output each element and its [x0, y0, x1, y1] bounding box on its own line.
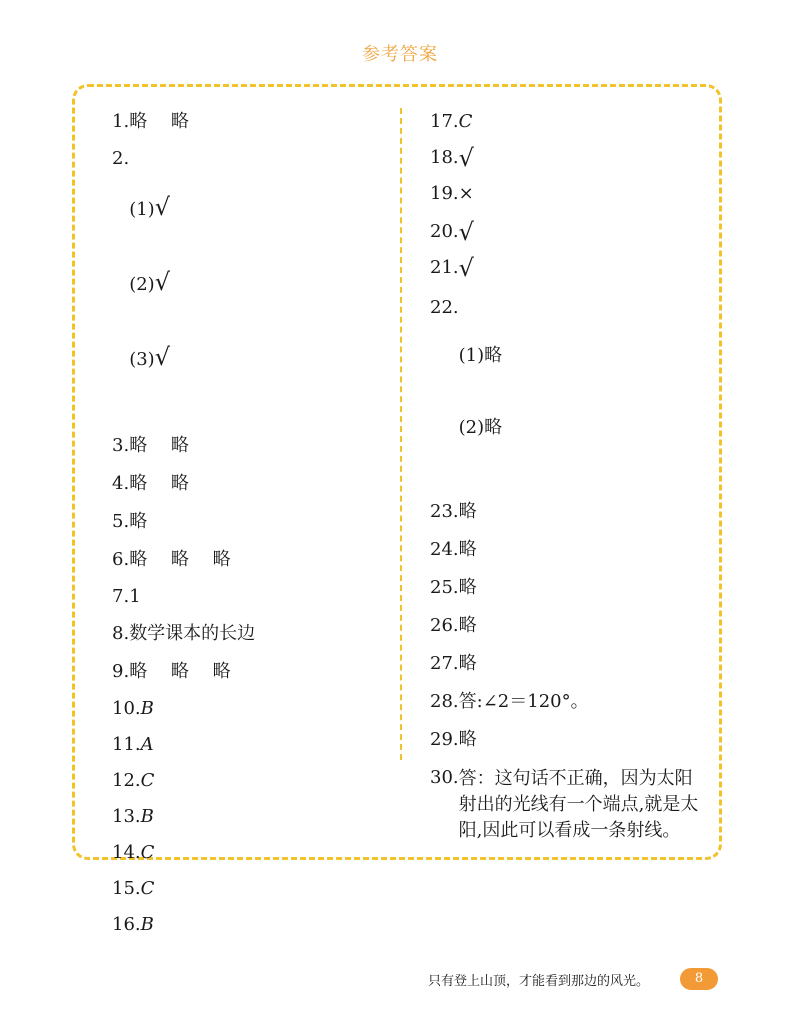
cross-mark-icon: × — [458, 183, 474, 204]
answer-item-6 — [112, 548, 392, 572]
answer-item-16 — [112, 913, 392, 937]
answer-text: B — [140, 806, 154, 827]
question-number: 2. — [112, 148, 130, 169]
question-number: 26. — [430, 615, 459, 636]
answer-item-12 — [112, 769, 392, 793]
answer-text: 略 略 — [129, 111, 189, 132]
question-number: 21. — [430, 257, 459, 278]
answer-item-19 — [430, 182, 710, 206]
answer-text: 略 — [458, 615, 477, 636]
answer-text: 答：这句话不正确，因为太阳射出的光线有一个端点,就是太阳,因此可以看成一条射线。 — [458, 768, 699, 841]
question-number: 16. — [112, 914, 141, 935]
answer-text: 1 — [129, 586, 141, 607]
answer-item-30 — [430, 766, 710, 844]
answer-item-28 — [430, 690, 710, 714]
question-number: 10. — [112, 698, 141, 719]
sub-answer: (2)略 — [458, 417, 503, 438]
answer-text: B — [140, 914, 154, 935]
answer-item-5 — [112, 510, 392, 534]
question-number: 25. — [430, 577, 459, 598]
question-number: 1. — [112, 111, 130, 132]
question-number: 20. — [430, 221, 459, 242]
answer-sublist — [129, 147, 170, 420]
check-mark-icon: √ — [154, 193, 170, 221]
answer-item-15 — [112, 877, 392, 901]
question-number: 30. — [430, 767, 459, 788]
answer-text: A — [140, 734, 154, 755]
answer-item-25 — [430, 576, 710, 600]
answer-item-27 — [430, 652, 710, 676]
sub-answer: (2)√ — [129, 268, 170, 296]
question-number: 4. — [112, 473, 130, 494]
question-number: 7. — [112, 586, 130, 607]
answer-item-20 — [430, 220, 710, 244]
answer-item-3 — [112, 434, 392, 458]
check-mark-icon: √ — [154, 343, 170, 371]
question-number: 5. — [112, 511, 130, 532]
answer-item-21 — [430, 256, 710, 280]
answer-text: 略 — [458, 539, 477, 560]
question-number: 19. — [430, 183, 459, 204]
question-number: 15. — [112, 878, 141, 899]
question-number: 13. — [112, 806, 141, 827]
answer-item-24 — [430, 538, 710, 562]
sub-answer: (3)√ — [129, 343, 170, 371]
answer-text: 略 — [458, 653, 477, 674]
answers-right-column — [430, 110, 710, 844]
check-mark-icon: √ — [458, 144, 474, 172]
answer-text: C — [458, 111, 473, 132]
answer-text: C — [140, 842, 155, 863]
answer-text: B — [140, 698, 154, 719]
check-mark-icon: √ — [154, 268, 170, 296]
question-number: 22. — [430, 297, 459, 318]
question-number: 29. — [430, 729, 459, 750]
answer-item-18 — [430, 146, 710, 170]
answer-item-2 — [112, 147, 392, 420]
sub-answer: (1)略 — [458, 345, 503, 366]
question-number: 14. — [112, 842, 141, 863]
question-number: 3. — [112, 435, 130, 456]
question-number: 23. — [430, 501, 459, 522]
answer-item-14 — [112, 841, 392, 865]
question-number: 17. — [430, 111, 459, 132]
question-number: 8. — [112, 623, 130, 644]
question-number: 12. — [112, 770, 141, 791]
question-number: 6. — [112, 549, 130, 570]
check-mark-icon: √ — [458, 218, 474, 246]
question-number: 28. — [430, 691, 459, 712]
answer-item-4 — [112, 472, 392, 496]
answer-item-29 — [430, 728, 710, 752]
answer-text: 略 — [458, 577, 477, 598]
answer-text: 数学课本的长边 — [129, 623, 256, 644]
answer-item-8 — [112, 622, 392, 646]
answer-item-11 — [112, 733, 392, 757]
answer-item-9 — [112, 660, 392, 684]
answer-item-10 — [112, 697, 392, 721]
answer-text: C — [140, 770, 155, 791]
answer-sublist — [459, 296, 503, 488]
question-number: 27. — [430, 653, 459, 674]
answer-item-17 — [430, 110, 710, 134]
answer-text: 答:∠2＝120°。 — [458, 691, 589, 712]
page-title: 参考答案 — [362, 44, 438, 65]
question-number: 11. — [112, 734, 141, 755]
answer-item-22 — [430, 296, 710, 488]
question-number: 24. — [430, 539, 459, 560]
answer-item-1 — [112, 110, 392, 134]
answer-text: C — [140, 878, 155, 899]
answer-text: 略 略 — [129, 435, 189, 456]
sub-answer: (1)√ — [129, 193, 170, 221]
check-mark-icon: √ — [458, 254, 474, 282]
column-divider — [400, 108, 402, 760]
answer-text: 略 略 略 — [129, 549, 231, 570]
answer-item-23 — [430, 500, 710, 524]
answer-text: 略 略 略 — [129, 661, 231, 682]
answer-text: 略 — [458, 729, 477, 750]
answer-text: 略 — [458, 501, 477, 522]
footer-motto: 只有登上山顶，才能看到那边的风光。 — [428, 974, 650, 989]
answer-item-13 — [112, 805, 392, 829]
question-number: 18. — [430, 147, 459, 168]
answers-left-column — [112, 110, 392, 937]
answer-text: 略 — [129, 511, 148, 532]
answer-item-7 — [112, 585, 392, 609]
answer-item-26 — [430, 614, 710, 638]
page-number-badge: 8 — [680, 968, 718, 990]
question-number: 9. — [112, 661, 130, 682]
answer-text: 略 略 — [129, 473, 189, 494]
